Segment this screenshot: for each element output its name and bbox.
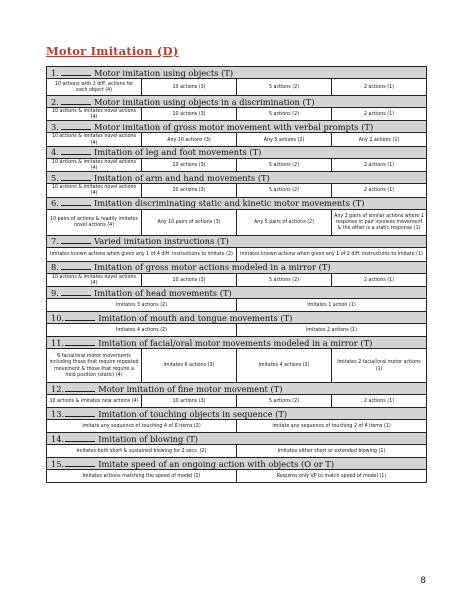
item-title-cell	[47, 146, 427, 158]
score-criterion-cell: 10 actions & imitates novel actions (4)	[47, 273, 142, 286]
item-number: 14.	[51, 433, 65, 444]
score-criterion-cell: 5 actions (2)	[237, 79, 332, 96]
score-blank-line[interactable]	[61, 173, 91, 181]
item-tag: (T)	[360, 337, 373, 348]
score-blank-line[interactable]	[65, 434, 95, 442]
item-score-row	[47, 108, 427, 121]
score-criterion-cell: 2 actions (1)	[332, 108, 427, 121]
page-number: 8	[420, 576, 426, 586]
score-blank-line[interactable]	[61, 122, 91, 130]
item-title-cell	[47, 96, 427, 108]
score-criterion-cell: Imitates both short & sustained blowing for 2 secs. (2)	[47, 445, 237, 458]
score-criterion-cell: 2 actions (1)	[332, 273, 427, 286]
score-criterion-cell: 5 actions (2)	[237, 273, 332, 286]
score-blank-line[interactable]	[61, 236, 91, 244]
item-tag: (T)	[216, 236, 229, 247]
item-header-row	[47, 67, 427, 79]
score-criterion-cell: Imitates actions matching the speed of model (2)	[47, 470, 237, 483]
item-header-row	[47, 197, 427, 209]
score-criterion-cell: Imitates 3 actions (2)	[47, 299, 237, 312]
score-criterion-cell: 10 actions (3)	[142, 273, 237, 286]
score-blank-line[interactable]	[65, 459, 95, 467]
item-header-row	[47, 287, 427, 299]
score-criterion-cell: 10 actions (3)	[142, 184, 237, 197]
score-criterion-cell: Imitates 2 facial/oral motor actions (1)	[332, 349, 427, 383]
score-criterion-cell: Imitate any sequence of touching 4 of 6 items (2)	[47, 420, 237, 433]
item-title-cell	[47, 261, 427, 273]
item-title-cell	[47, 458, 427, 470]
item-title-cell	[47, 172, 427, 184]
score-criterion-cell: Any 2 pairs of similar actions where 1 response in pair involves movement & the other is a static response (1)	[332, 209, 427, 235]
item-score-row	[47, 79, 427, 96]
item-tag: (T)	[185, 433, 198, 444]
score-criterion-cell: 5 actions (2)	[237, 184, 332, 197]
item-number: 1.	[51, 67, 59, 78]
score-blank-line[interactable]	[65, 384, 95, 392]
score-criterion-cell: Imitates 6 actions (3)	[142, 349, 237, 383]
item-tag: (T)	[280, 312, 293, 323]
score-criterion-cell: 10 actions & imitates new actions (4)	[47, 395, 142, 408]
item-score-row	[47, 299, 427, 312]
score-criterion-cell: Any 5 actions (2)	[237, 133, 332, 146]
item-title: Motor imitation using objects in a discrimination	[94, 96, 300, 107]
item-score-row	[47, 273, 427, 286]
item-title-cell	[47, 337, 427, 349]
item-title-cell	[47, 67, 427, 79]
item-tag: (T)	[257, 172, 270, 183]
item-score-row	[47, 395, 427, 408]
score-blank-line[interactable]	[61, 262, 91, 270]
item-number: 13.	[51, 408, 65, 419]
score-criterion-cell: 10 actions (3)	[142, 79, 237, 96]
item-score-row	[47, 184, 427, 197]
score-criterion-cell: 10 pairs of actions & readily imitates novel actions (4)	[47, 209, 142, 235]
item-score-row	[47, 470, 427, 483]
item-header-row	[47, 235, 427, 247]
item-title: Motor imitation of gross motor movement with verbal prompts	[94, 121, 359, 132]
item-title: Imitation of touching objects in sequence	[98, 408, 273, 419]
item-title: Varied imitation instructions	[94, 236, 215, 247]
score-blank-line[interactable]	[61, 97, 91, 105]
item-title-cell	[47, 197, 427, 209]
item-score-row	[47, 445, 427, 458]
score-blank-line[interactable]	[61, 198, 91, 206]
item-title-cell	[47, 383, 427, 395]
score-criterion-cell: 6 facial/oral motor movements including those that require repeated movement & those that require a held position (static) (4)	[47, 349, 142, 383]
item-tag: (T)	[318, 262, 331, 273]
item-header-row	[47, 312, 427, 324]
item-score-row	[47, 133, 427, 146]
score-criterion-cell: 10 actions (3)	[142, 395, 237, 408]
item-title: Imitation of facial/oral motor movements modeled in a mirror	[98, 337, 358, 348]
score-criterion-cell: 2 actions (1)	[332, 79, 427, 96]
score-criterion-cell: Requires only VP to match speed of model (1)	[237, 470, 427, 483]
score-criterion-cell: Imitates 2 actions (1)	[237, 324, 427, 337]
item-score-row	[47, 209, 427, 235]
score-criterion-cell: 2 actions (1)	[332, 158, 427, 171]
item-title-cell	[47, 408, 427, 420]
item-title: Imitate speed of an ongoing action with objects	[98, 458, 299, 469]
item-number: 11.	[51, 337, 65, 348]
score-blank-line[interactable]	[61, 147, 91, 155]
item-number: 8.	[51, 262, 59, 273]
score-blank-line[interactable]	[65, 409, 95, 417]
score-criterion-cell: 10 actions & imitates novel actions (4)	[47, 108, 142, 121]
score-criterion-cell: 2 actions (1)	[332, 184, 427, 197]
item-tag: (T)	[352, 198, 365, 209]
item-title-cell	[47, 433, 427, 445]
item-tag: (T)	[302, 96, 315, 107]
score-criterion-cell: 10 actions & imitates novel actions (4)	[47, 133, 142, 146]
item-title: Imitation of gross motor actions modeled in a mirror	[94, 262, 317, 273]
score-blank-line[interactable]	[65, 338, 95, 346]
item-tag: (T)	[275, 408, 288, 419]
score-criterion-cell: Any 10 actions (3)	[142, 133, 237, 146]
item-header-row	[47, 458, 427, 470]
item-title-cell	[47, 235, 427, 247]
item-number: 12.	[51, 383, 65, 394]
item-number: 15.	[51, 458, 65, 469]
item-tag: (T)	[221, 67, 234, 78]
item-number: 5.	[51, 172, 59, 183]
item-header-row	[47, 96, 427, 108]
score-criterion-cell: Imitates known actions when given any 1 of 2 diff. instructions to imitate (1)	[237, 247, 427, 261]
score-criterion-cell: 10 actions & imitates novel actions (4)	[47, 184, 142, 197]
score-criterion-cell: 10 actions (3)	[142, 158, 237, 171]
item-score-row	[47, 349, 427, 383]
item-number: 4.	[51, 147, 59, 158]
item-header-row	[47, 383, 427, 395]
score-blank-line[interactable]	[61, 68, 91, 76]
item-tag: (T)	[270, 383, 283, 394]
item-title: Motor imitation using objects	[94, 67, 219, 78]
item-title: Imitation of mouth and tongue movements	[98, 312, 278, 323]
item-score-row	[47, 158, 427, 171]
item-title-cell	[47, 312, 427, 324]
score-blank-line[interactable]	[61, 288, 91, 296]
score-criterion-cell: 5 actions (2)	[237, 108, 332, 121]
item-title: Imitation of blowing	[98, 433, 184, 444]
imitation-checklist-table	[46, 66, 427, 483]
item-number: 2.	[51, 96, 59, 107]
item-title-cell	[47, 121, 427, 133]
item-tag: (O or T)	[301, 458, 335, 469]
score-criterion-cell: Any 10 pairs of actions (3)	[142, 209, 237, 235]
item-tag: (T)	[249, 147, 262, 158]
score-criterion-cell: 2 actions (1)	[332, 395, 427, 408]
item-number: 6.	[51, 198, 59, 209]
item-number: 7.	[51, 236, 59, 247]
item-tag: (T)	[361, 121, 374, 132]
item-score-row	[47, 420, 427, 433]
item-header-row	[47, 172, 427, 184]
item-header-row	[47, 433, 427, 445]
score-criterion-cell: Imitates 4 actions (2)	[237, 349, 332, 383]
section-heading: Motor Imitation (D)	[46, 44, 179, 58]
score-criterion-cell: Imitates 4 actions (2)	[47, 324, 237, 337]
score-criterion-cell: Imitates known actions when given any 1 of 4 diff. instructions to imitate (2)	[47, 247, 237, 261]
score-blank-line[interactable]	[65, 313, 95, 321]
score-criterion-cell: Imitates either short or extended blowing (1)	[237, 445, 427, 458]
item-header-row	[47, 337, 427, 349]
item-title-cell	[47, 287, 427, 299]
item-header-row	[47, 408, 427, 420]
score-criterion-cell: 5 actions (2)	[237, 158, 332, 171]
item-number: 9.	[51, 287, 59, 298]
item-title: Imitation of head movements	[94, 287, 218, 298]
item-number: 3.	[51, 121, 59, 132]
item-score-row	[47, 324, 427, 337]
item-header-row	[47, 146, 427, 158]
score-criterion-cell: Imitates 1 action (1)	[237, 299, 427, 312]
item-tag: (T)	[219, 287, 232, 298]
score-criterion-cell: Any 5 pairs of actions (2)	[237, 209, 332, 235]
item-score-row	[47, 247, 427, 261]
item-header-row	[47, 261, 427, 273]
item-title: Imitation of arm and hand movements	[94, 172, 256, 183]
score-criterion-cell: 10 actions (3)	[142, 108, 237, 121]
item-title: Motor imitation of fine motor movement	[98, 383, 268, 394]
score-criterion-cell: 10 actions & imitates novel actions (4)	[47, 158, 142, 171]
score-criterion-cell: 10 actions with 2 diff. actions for each object (4)	[47, 79, 142, 96]
score-criterion-cell: Any 2 actions (1)	[332, 133, 427, 146]
item-header-row	[47, 121, 427, 133]
item-title: Imitation discriminating static and kinetic motor movements	[94, 198, 350, 209]
item-number: 10.	[51, 312, 65, 323]
score-criterion-cell: 5 actions (2)	[237, 395, 332, 408]
score-criterion-cell: Imitate any sequence of touching 2 of 4 items (1)	[237, 420, 427, 433]
item-title: Imitation of leg and foot movements	[94, 147, 247, 158]
